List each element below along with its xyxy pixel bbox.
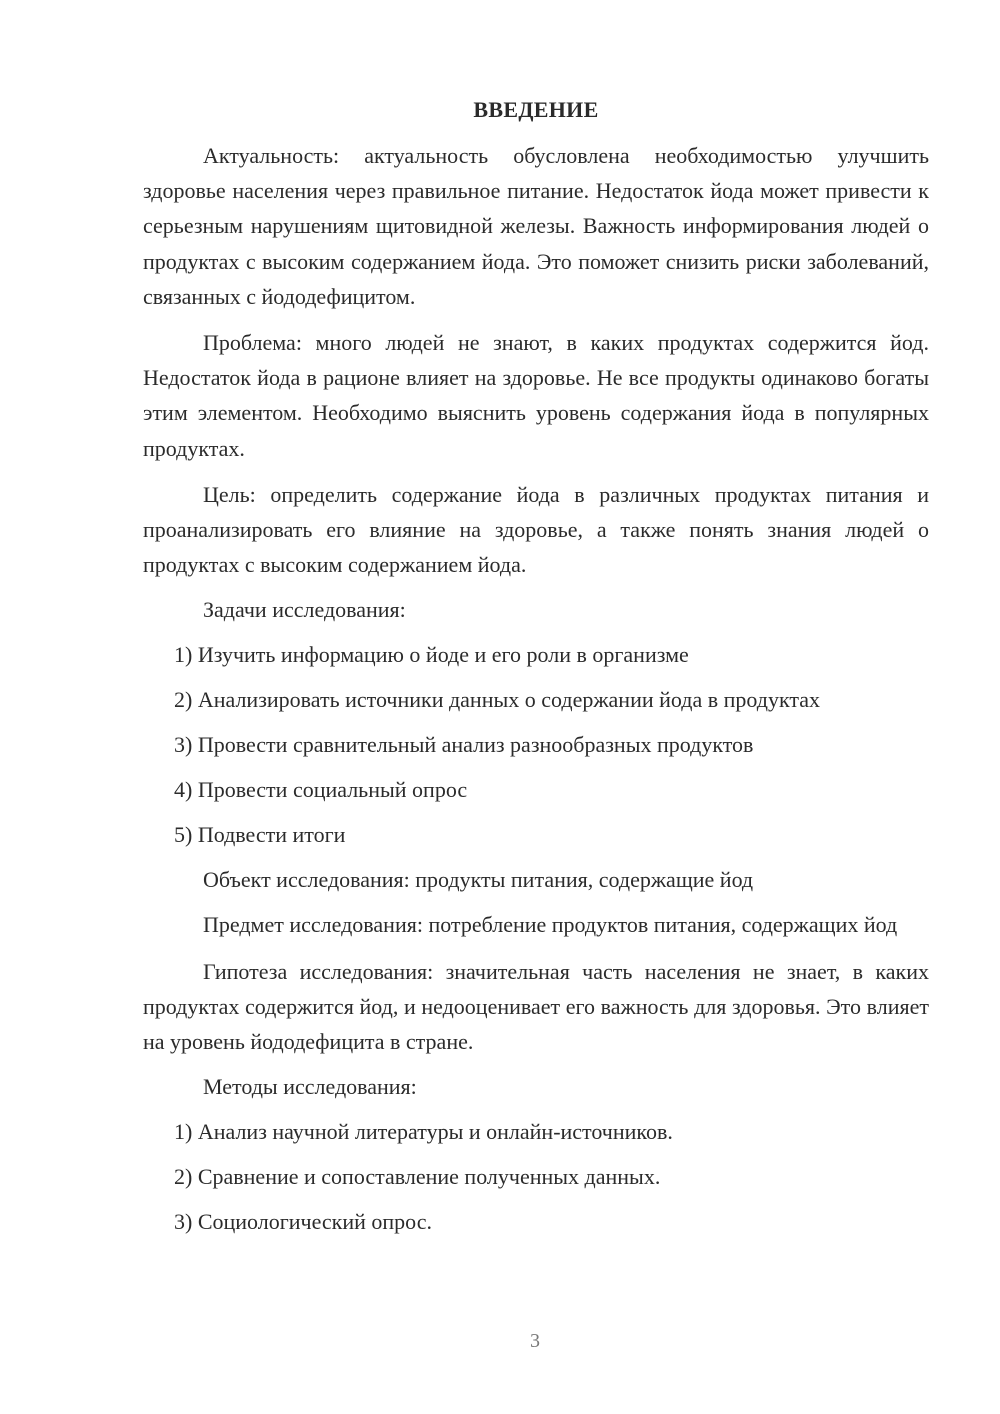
problem-paragraph: Проблема: много людей не знают, в каких продуктах содержится йод. Недостаток йода в рационе влияет на здоровье. Не все продукты одинаково богаты этим элементом. Необходимо выяснить уровень содержания йода в популярных продуктах. — [143, 330, 929, 461]
hypothesis-paragraph: Гипотеза исследования: значительная часть населения не знает, в каких продуктах содержится йод, и недооценивает его важность для здоровья. Это влияет на уровень йододефицита в стране. — [143, 958, 929, 1055]
list-item: 1) Анализ научной литературы и онлайн-источников. — [174, 1119, 673, 1145]
list-item: 2) Сравнение и сопоставление полученных данных. — [174, 1164, 661, 1190]
methods-label: Методы исследования: — [203, 1074, 417, 1100]
list-item: 3) Социологический опрос. — [174, 1209, 432, 1235]
subject-paragraph: Предмет исследования: потребление продуктов питания, содержащих йод — [203, 912, 898, 938]
page-number: 3 — [530, 1330, 540, 1352]
tasks-list — [143, 637, 929, 852]
section-title: ВВЕДЕНИЕ — [473, 97, 599, 122]
list-item: 4) Провести социальный опрос — [174, 777, 468, 803]
object-paragraph: Объект исследования: продукты питания, содержащие йод — [203, 867, 754, 893]
tasks-label: Задачи исследования: — [203, 597, 406, 623]
goal-paragraph: Цель: определить содержание йода в различных продуктах питания и проанализировать его влияние на здоровье, а также понять знания людей о продуктах с высоким содержанием йода. — [143, 481, 929, 578]
list-item: 2) Анализировать источники данных о содержании йода в продуктах — [174, 687, 820, 713]
methods-list — [143, 1114, 929, 1239]
relevance-paragraph: Актуальность: актуальность обусловлена необходимостью улучшить здоровье населения через правильное питание. Недостаток йода может привести к серьезным нарушениям щитовидной железы. Важность информирования людей о продуктах с высоким содержанием йода. Это поможет снизить риски заболеваний, связанных с йододефицитом. — [143, 143, 929, 309]
list-item: 3) Провести сравнительный анализ разнообразных продуктов — [174, 732, 754, 758]
list-item: 1) Изучить информацию о йоде и его роли в организме — [174, 642, 689, 668]
document-page — [143, 92, 929, 1239]
list-item: 5) Подвести итоги — [174, 822, 346, 848]
